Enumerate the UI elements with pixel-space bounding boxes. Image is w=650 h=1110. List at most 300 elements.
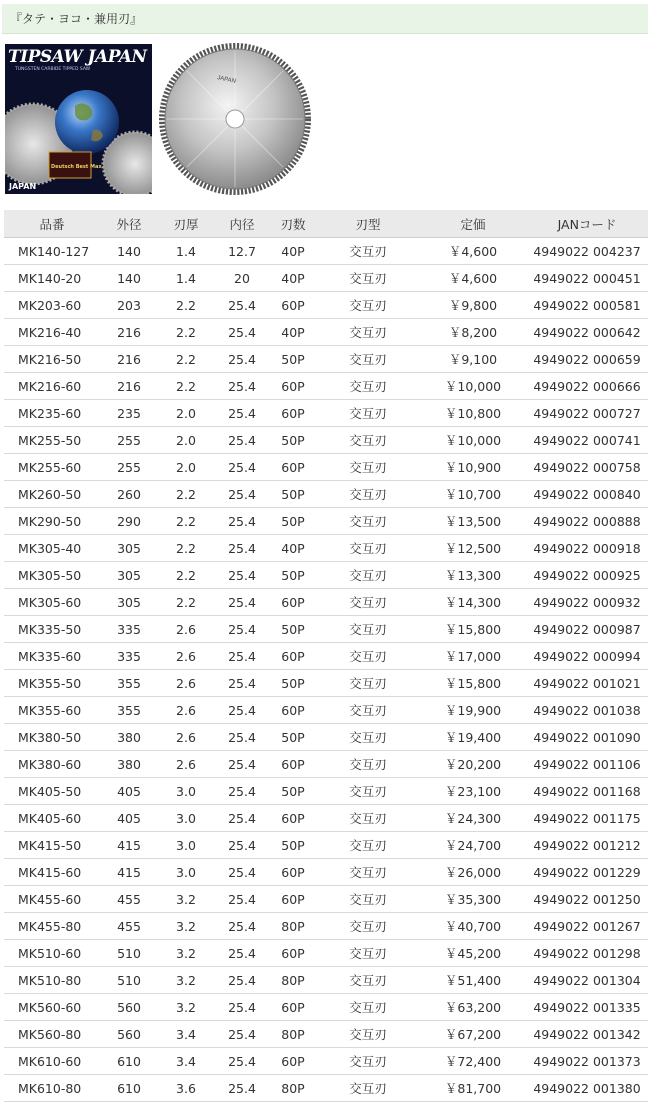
table-row <box>4 265 648 292</box>
jan-code-cell: 4949022 001106 <box>526 751 648 778</box>
part-number-cell: MK355-60 <box>4 697 100 724</box>
part-number-cell: MK455-80 <box>4 913 100 940</box>
list-price-cell: ￥51,400 <box>420 967 526 994</box>
list-price-cell: ￥9,800 <box>420 292 526 319</box>
table-row <box>4 1075 648 1102</box>
table-row <box>4 535 648 562</box>
tooth-type-cell: 交互刃 <box>316 643 420 670</box>
table-row <box>4 751 648 778</box>
jan-code-cell: 4949022 001298 <box>526 940 648 967</box>
jan-code-cell: 4949022 000727 <box>526 400 648 427</box>
outer-diameter-cell: 355 <box>100 670 158 697</box>
inner-diameter-cell: 25.4 <box>214 454 270 481</box>
table-row <box>4 643 648 670</box>
inner-diameter-cell: 25.4 <box>214 832 270 859</box>
blade-thickness-cell: 2.6 <box>158 751 214 778</box>
list-price-cell: ￥26,000 <box>420 859 526 886</box>
part-number-cell: MK305-50 <box>4 562 100 589</box>
inner-diameter-cell: 25.4 <box>214 886 270 913</box>
tooth-type-cell: 交互刃 <box>316 562 420 589</box>
list-price-cell: ￥14,300 <box>420 589 526 616</box>
jan-code-cell: 4949022 001175 <box>526 805 648 832</box>
tooth-type-cell: 交互刃 <box>316 859 420 886</box>
part-number-cell: MK216-40 <box>4 319 100 346</box>
blade-thickness-cell: 2.2 <box>158 562 214 589</box>
inner-diameter-cell: 20 <box>214 265 270 292</box>
outer-diameter-cell: 610 <box>100 1075 158 1102</box>
part-number-cell: MK405-50 <box>4 778 100 805</box>
outer-diameter-cell: 290 <box>100 508 158 535</box>
table-row <box>4 508 648 535</box>
teeth-count-cell: 50P <box>270 562 316 589</box>
teeth-count-cell: 40P <box>270 319 316 346</box>
col-outer-diameter-header: 外径 <box>100 210 158 238</box>
blade-thickness-cell: 2.6 <box>158 724 214 751</box>
blade-thickness-cell: 3.0 <box>158 778 214 805</box>
part-number-cell: MK560-60 <box>4 994 100 1021</box>
tooth-type-cell: 交互刃 <box>316 346 420 373</box>
part-number-cell: MK455-60 <box>4 886 100 913</box>
table-row <box>4 832 648 859</box>
teeth-count-cell: 80P <box>270 913 316 940</box>
product-package-image <box>5 44 152 194</box>
jan-code-cell: 4949022 001212 <box>526 832 648 859</box>
tooth-type-cell: 交互刃 <box>316 481 420 508</box>
part-number-cell: MK380-50 <box>4 724 100 751</box>
blade-thickness-cell: 2.0 <box>158 454 214 481</box>
outer-diameter-cell: 216 <box>100 346 158 373</box>
blade-thickness-cell: 3.0 <box>158 832 214 859</box>
part-number-cell: MK203-60 <box>4 292 100 319</box>
list-price-cell: ￥81,700 <box>420 1075 526 1102</box>
outer-diameter-cell: 335 <box>100 616 158 643</box>
teeth-count-cell: 60P <box>270 400 316 427</box>
inner-diameter-cell: 25.4 <box>214 751 270 778</box>
list-price-cell: ￥24,300 <box>420 805 526 832</box>
inner-diameter-cell: 25.4 <box>214 994 270 1021</box>
jan-code-cell: 4949022 001304 <box>526 967 648 994</box>
blade-thickness-cell: 2.6 <box>158 670 214 697</box>
jan-code-cell: 4949022 001021 <box>526 670 648 697</box>
inner-diameter-cell: 25.4 <box>214 319 270 346</box>
jan-code-cell: 4949022 000987 <box>526 616 648 643</box>
table-row <box>4 319 648 346</box>
blade-thickness-cell: 3.4 <box>158 1021 214 1048</box>
list-price-cell: ￥13,300 <box>420 562 526 589</box>
part-number-cell: MK335-50 <box>4 616 100 643</box>
teeth-count-cell: 60P <box>270 373 316 400</box>
teeth-count-cell: 50P <box>270 724 316 751</box>
jan-code-cell: 4949022 001380 <box>526 1075 648 1102</box>
jan-code-cell: 4949022 000666 <box>526 373 648 400</box>
teeth-count-cell: 50P <box>270 832 316 859</box>
outer-diameter-cell: 560 <box>100 1021 158 1048</box>
tooth-type-cell: 交互刃 <box>316 832 420 859</box>
list-price-cell: ￥13,500 <box>420 508 526 535</box>
inner-diameter-cell: 25.4 <box>214 400 270 427</box>
jan-code-cell: 4949022 001250 <box>526 886 648 913</box>
list-price-cell: ￥63,200 <box>420 994 526 1021</box>
col-teeth-count-header: 刃数 <box>270 210 316 238</box>
blade-thickness-cell: 2.6 <box>158 616 214 643</box>
part-number-cell: MK610-60 <box>4 1048 100 1075</box>
teeth-count-cell: 50P <box>270 778 316 805</box>
blade-thickness-cell: 2.2 <box>158 319 214 346</box>
table-row <box>4 238 648 265</box>
part-number-cell: MK510-60 <box>4 940 100 967</box>
jan-code-cell: 4949022 001373 <box>526 1048 648 1075</box>
col-blade-thickness-header: 刃厚 <box>158 210 214 238</box>
jan-code-cell: 4949022 000581 <box>526 292 648 319</box>
outer-diameter-cell: 203 <box>100 292 158 319</box>
part-number-cell: MK305-60 <box>4 589 100 616</box>
inner-diameter-cell: 25.4 <box>214 805 270 832</box>
tooth-type-cell: 交互刃 <box>316 1048 420 1075</box>
blade-thickness-cell: 2.0 <box>158 427 214 454</box>
inner-diameter-cell: 25.4 <box>214 778 270 805</box>
tooth-type-cell: 交互刃 <box>316 535 420 562</box>
part-number-cell: MK415-60 <box>4 859 100 886</box>
part-number-cell: MK355-50 <box>4 670 100 697</box>
teeth-count-cell: 60P <box>270 859 316 886</box>
table-row <box>4 1048 648 1075</box>
table-row <box>4 373 648 400</box>
part-number-cell: MK216-50 <box>4 346 100 373</box>
inner-diameter-cell: 25.4 <box>214 508 270 535</box>
tooth-type-cell: 交互刃 <box>316 778 420 805</box>
blade-thickness-cell: 3.4 <box>158 1048 214 1075</box>
col-inner-diameter-header: 内径 <box>214 210 270 238</box>
list-price-cell: ￥40,700 <box>420 913 526 940</box>
table-row <box>4 400 648 427</box>
table-row <box>4 670 648 697</box>
list-price-cell: ￥15,800 <box>420 670 526 697</box>
outer-diameter-cell: 355 <box>100 697 158 724</box>
outer-diameter-cell: 255 <box>100 454 158 481</box>
list-price-cell: ￥10,900 <box>420 454 526 481</box>
inner-diameter-cell: 25.4 <box>214 481 270 508</box>
outer-diameter-cell: 415 <box>100 832 158 859</box>
blade-thickness-cell: 3.0 <box>158 859 214 886</box>
jan-code-cell: 4949022 001038 <box>526 697 648 724</box>
spec-table <box>4 210 648 1102</box>
table-row <box>4 724 648 751</box>
part-number-cell: MK405-60 <box>4 805 100 832</box>
table-row <box>4 994 648 1021</box>
table-row <box>4 886 648 913</box>
teeth-count-cell: 60P <box>270 886 316 913</box>
list-price-cell: ￥4,600 <box>420 265 526 292</box>
inner-diameter-cell: 25.4 <box>214 616 270 643</box>
outer-diameter-cell: 235 <box>100 400 158 427</box>
table-header-row <box>4 210 648 238</box>
list-price-cell: ￥24,700 <box>420 832 526 859</box>
table-row <box>4 481 648 508</box>
part-number-cell: MK290-50 <box>4 508 100 535</box>
part-number-cell: MK235-60 <box>4 400 100 427</box>
inner-diameter-cell: 25.4 <box>214 292 270 319</box>
inner-diameter-cell: 25.4 <box>214 562 270 589</box>
inner-diameter-cell: 25.4 <box>214 913 270 940</box>
tooth-type-cell: 交互刃 <box>316 724 420 751</box>
outer-diameter-cell: 305 <box>100 535 158 562</box>
list-price-cell: ￥12,500 <box>420 535 526 562</box>
list-price-cell: ￥10,700 <box>420 481 526 508</box>
teeth-count-cell: 60P <box>270 1048 316 1075</box>
tooth-type-cell: 交互刃 <box>316 697 420 724</box>
table-row <box>4 1021 648 1048</box>
inner-diameter-cell: 25.4 <box>214 535 270 562</box>
list-price-cell: ￥8,200 <box>420 319 526 346</box>
teeth-count-cell: 60P <box>270 292 316 319</box>
teeth-count-cell: 80P <box>270 967 316 994</box>
inner-diameter-cell: 25.4 <box>214 940 270 967</box>
blade-thickness-cell: 2.2 <box>158 292 214 319</box>
jan-code-cell: 4949022 000451 <box>526 265 648 292</box>
part-number-cell: MK255-60 <box>4 454 100 481</box>
table-row <box>4 292 648 319</box>
inner-diameter-cell: 25.4 <box>214 373 270 400</box>
teeth-count-cell: 60P <box>270 454 316 481</box>
teeth-count-cell: 60P <box>270 589 316 616</box>
saw-blade-image <box>157 43 313 195</box>
col-jan-code-header: JANコード <box>526 210 648 238</box>
table-row <box>4 859 648 886</box>
table-row <box>4 562 648 589</box>
table-row <box>4 805 648 832</box>
jan-code-cell: 4949022 001168 <box>526 778 648 805</box>
tooth-type-cell: 交互刃 <box>316 508 420 535</box>
list-price-cell: ￥45,200 <box>420 940 526 967</box>
outer-diameter-cell: 380 <box>100 724 158 751</box>
outer-diameter-cell: 305 <box>100 562 158 589</box>
tooth-type-cell: 交互刃 <box>316 886 420 913</box>
table-row <box>4 940 648 967</box>
blade-thickness-cell: 2.0 <box>158 400 214 427</box>
outer-diameter-cell: 510 <box>100 940 158 967</box>
outer-diameter-cell: 216 <box>100 373 158 400</box>
part-number-cell: MK415-50 <box>4 832 100 859</box>
outer-diameter-cell: 335 <box>100 643 158 670</box>
package-subline: TUNGSTEN CARBIDE TIPPED SAW <box>15 67 91 72</box>
part-number-cell: MK216-60 <box>4 373 100 400</box>
blade-thickness-cell: 1.4 <box>158 265 214 292</box>
blade-thickness-cell: 2.2 <box>158 346 214 373</box>
tooth-type-cell: 交互刃 <box>316 400 420 427</box>
teeth-count-cell: 40P <box>270 535 316 562</box>
tooth-type-cell: 交互刃 <box>316 1075 420 1102</box>
teeth-count-cell: 50P <box>270 481 316 508</box>
outer-diameter-cell: 380 <box>100 751 158 778</box>
outer-diameter-cell: 216 <box>100 319 158 346</box>
blade-thickness-cell: 2.2 <box>158 508 214 535</box>
jan-code-cell: 4949022 001342 <box>526 1021 648 1048</box>
section-title: 『タテ・ヨコ・兼用刃』 <box>2 4 648 34</box>
inner-diameter-cell: 25.4 <box>214 697 270 724</box>
teeth-count-cell: 80P <box>270 1075 316 1102</box>
list-price-cell: ￥15,800 <box>420 616 526 643</box>
jan-code-cell: 4949022 000918 <box>526 535 648 562</box>
outer-diameter-cell: 405 <box>100 778 158 805</box>
list-price-cell: ￥23,100 <box>420 778 526 805</box>
jan-code-cell: 4949022 000642 <box>526 319 648 346</box>
blade-thickness-cell: 3.2 <box>158 913 214 940</box>
list-price-cell: ￥67,200 <box>420 1021 526 1048</box>
part-number-cell: MK610-80 <box>4 1075 100 1102</box>
outer-diameter-cell: 255 <box>100 427 158 454</box>
jan-code-cell: 4949022 001229 <box>526 859 648 886</box>
inner-diameter-cell: 25.4 <box>214 427 270 454</box>
package-maker: JAPAN <box>9 182 37 191</box>
table-row <box>4 913 648 940</box>
teeth-count-cell: 50P <box>270 508 316 535</box>
teeth-count-cell: 50P <box>270 670 316 697</box>
teeth-count-cell: 40P <box>270 265 316 292</box>
outer-diameter-cell: 415 <box>100 859 158 886</box>
inner-diameter-cell: 25.4 <box>214 967 270 994</box>
part-number-cell: MK140-127 <box>4 238 100 265</box>
jan-code-cell: 4949022 004237 <box>526 238 648 265</box>
inner-diameter-cell: 25.4 <box>214 346 270 373</box>
tooth-type-cell: 交互刃 <box>316 427 420 454</box>
outer-diameter-cell: 405 <box>100 805 158 832</box>
table-row <box>4 778 648 805</box>
list-price-cell: ￥10,800 <box>420 400 526 427</box>
table-row <box>4 427 648 454</box>
tooth-type-cell: 交互刃 <box>316 1021 420 1048</box>
blade-thickness-cell: 3.2 <box>158 940 214 967</box>
table-row <box>4 697 648 724</box>
teeth-count-cell: 80P <box>270 1021 316 1048</box>
outer-diameter-cell: 510 <box>100 967 158 994</box>
teeth-count-cell: 60P <box>270 697 316 724</box>
inner-diameter-cell: 25.4 <box>214 859 270 886</box>
blade-thickness-cell: 2.2 <box>158 589 214 616</box>
part-number-cell: MK560-80 <box>4 1021 100 1048</box>
jan-code-cell: 4949022 000659 <box>526 346 648 373</box>
teeth-count-cell: 60P <box>270 805 316 832</box>
outer-diameter-cell: 455 <box>100 886 158 913</box>
outer-diameter-cell: 305 <box>100 589 158 616</box>
outer-diameter-cell: 260 <box>100 481 158 508</box>
list-price-cell: ￥19,900 <box>420 697 526 724</box>
jan-code-cell: 4949022 000758 <box>526 454 648 481</box>
col-part-number-header: 品番 <box>4 210 100 238</box>
blade-thickness-cell: 3.2 <box>158 886 214 913</box>
inner-diameter-cell: 25.4 <box>214 589 270 616</box>
list-price-cell: ￥19,400 <box>420 724 526 751</box>
teeth-count-cell: 60P <box>270 643 316 670</box>
inner-diameter-cell: 25.4 <box>214 1048 270 1075</box>
col-list-price-header: 定価 <box>420 210 526 238</box>
blade-thickness-cell: 2.6 <box>158 643 214 670</box>
part-number-cell: MK335-60 <box>4 643 100 670</box>
inner-diameter-cell: 25.4 <box>214 724 270 751</box>
list-price-cell: ￥9,100 <box>420 346 526 373</box>
list-price-cell: ￥72,400 <box>420 1048 526 1075</box>
inner-diameter-cell: 12.7 <box>214 238 270 265</box>
tooth-type-cell: 交互刃 <box>316 238 420 265</box>
tooth-type-cell: 交互刃 <box>316 454 420 481</box>
tooth-type-cell: 交互刃 <box>316 940 420 967</box>
outer-diameter-cell: 140 <box>100 265 158 292</box>
teeth-count-cell: 40P <box>270 238 316 265</box>
jan-code-cell: 4949022 000888 <box>526 508 648 535</box>
table-row <box>4 346 648 373</box>
tooth-type-cell: 交互刃 <box>316 589 420 616</box>
tooth-type-cell: 交互刃 <box>316 670 420 697</box>
jan-code-cell: 4949022 000925 <box>526 562 648 589</box>
teeth-count-cell: 60P <box>270 940 316 967</box>
table-row <box>4 454 648 481</box>
part-number-cell: MK305-40 <box>4 535 100 562</box>
package-brand-logo: TIPSAW JAPAN <box>8 47 147 67</box>
inner-diameter-cell: 25.4 <box>214 643 270 670</box>
outer-diameter-cell: 140 <box>100 238 158 265</box>
jan-code-cell: 4949022 000840 <box>526 481 648 508</box>
blade-thickness-cell: 3.2 <box>158 967 214 994</box>
list-price-cell: ￥20,200 <box>420 751 526 778</box>
inner-diameter-cell: 25.4 <box>214 670 270 697</box>
table-row <box>4 589 648 616</box>
table-row <box>4 967 648 994</box>
blade-thickness-cell: 2.2 <box>158 535 214 562</box>
list-price-cell: ￥35,300 <box>420 886 526 913</box>
list-price-cell: ￥17,000 <box>420 643 526 670</box>
tooth-type-cell: 交互刃 <box>316 913 420 940</box>
blade-thickness-cell: 2.2 <box>158 481 214 508</box>
blade-label: JAPAN <box>216 75 237 85</box>
table-row <box>4 616 648 643</box>
outer-diameter-cell: 455 <box>100 913 158 940</box>
jan-code-cell: 4949022 000741 <box>526 427 648 454</box>
jan-code-cell: 4949022 001335 <box>526 994 648 1021</box>
blade-thickness-cell: 3.6 <box>158 1075 214 1102</box>
teeth-count-cell: 50P <box>270 427 316 454</box>
part-number-cell: MK140-20 <box>4 265 100 292</box>
col-tooth-type-header: 刃型 <box>316 210 420 238</box>
tooth-type-cell: 交互刃 <box>316 805 420 832</box>
jan-code-cell: 4949022 000932 <box>526 589 648 616</box>
teeth-count-cell: 60P <box>270 751 316 778</box>
jan-code-cell: 4949022 000994 <box>526 643 648 670</box>
package-product-name: Deutsch Best Max <box>51 164 102 170</box>
tooth-type-cell: 交互刃 <box>316 319 420 346</box>
teeth-count-cell: 50P <box>270 616 316 643</box>
tooth-type-cell: 交互刃 <box>316 265 420 292</box>
teeth-count-cell: 60P <box>270 994 316 1021</box>
blade-thickness-cell: 3.2 <box>158 994 214 1021</box>
inner-diameter-cell: 25.4 <box>214 1075 270 1102</box>
list-price-cell: ￥10,000 <box>420 373 526 400</box>
teeth-count-cell: 50P <box>270 346 316 373</box>
jan-code-cell: 4949022 001267 <box>526 913 648 940</box>
outer-diameter-cell: 560 <box>100 994 158 1021</box>
blade-thickness-cell: 2.6 <box>158 697 214 724</box>
tooth-type-cell: 交互刃 <box>316 373 420 400</box>
tooth-type-cell: 交互刃 <box>316 994 420 1021</box>
tooth-type-cell: 交互刃 <box>316 616 420 643</box>
inner-diameter-cell: 25.4 <box>214 1021 270 1048</box>
list-price-cell: ￥10,000 <box>420 427 526 454</box>
blade-thickness-cell: 2.2 <box>158 373 214 400</box>
jan-code-cell: 4949022 001090 <box>526 724 648 751</box>
blade-thickness-cell: 3.0 <box>158 805 214 832</box>
outer-diameter-cell: 610 <box>100 1048 158 1075</box>
tooth-type-cell: 交互刃 <box>316 751 420 778</box>
part-number-cell: MK380-60 <box>4 751 100 778</box>
part-number-cell: MK260-50 <box>4 481 100 508</box>
